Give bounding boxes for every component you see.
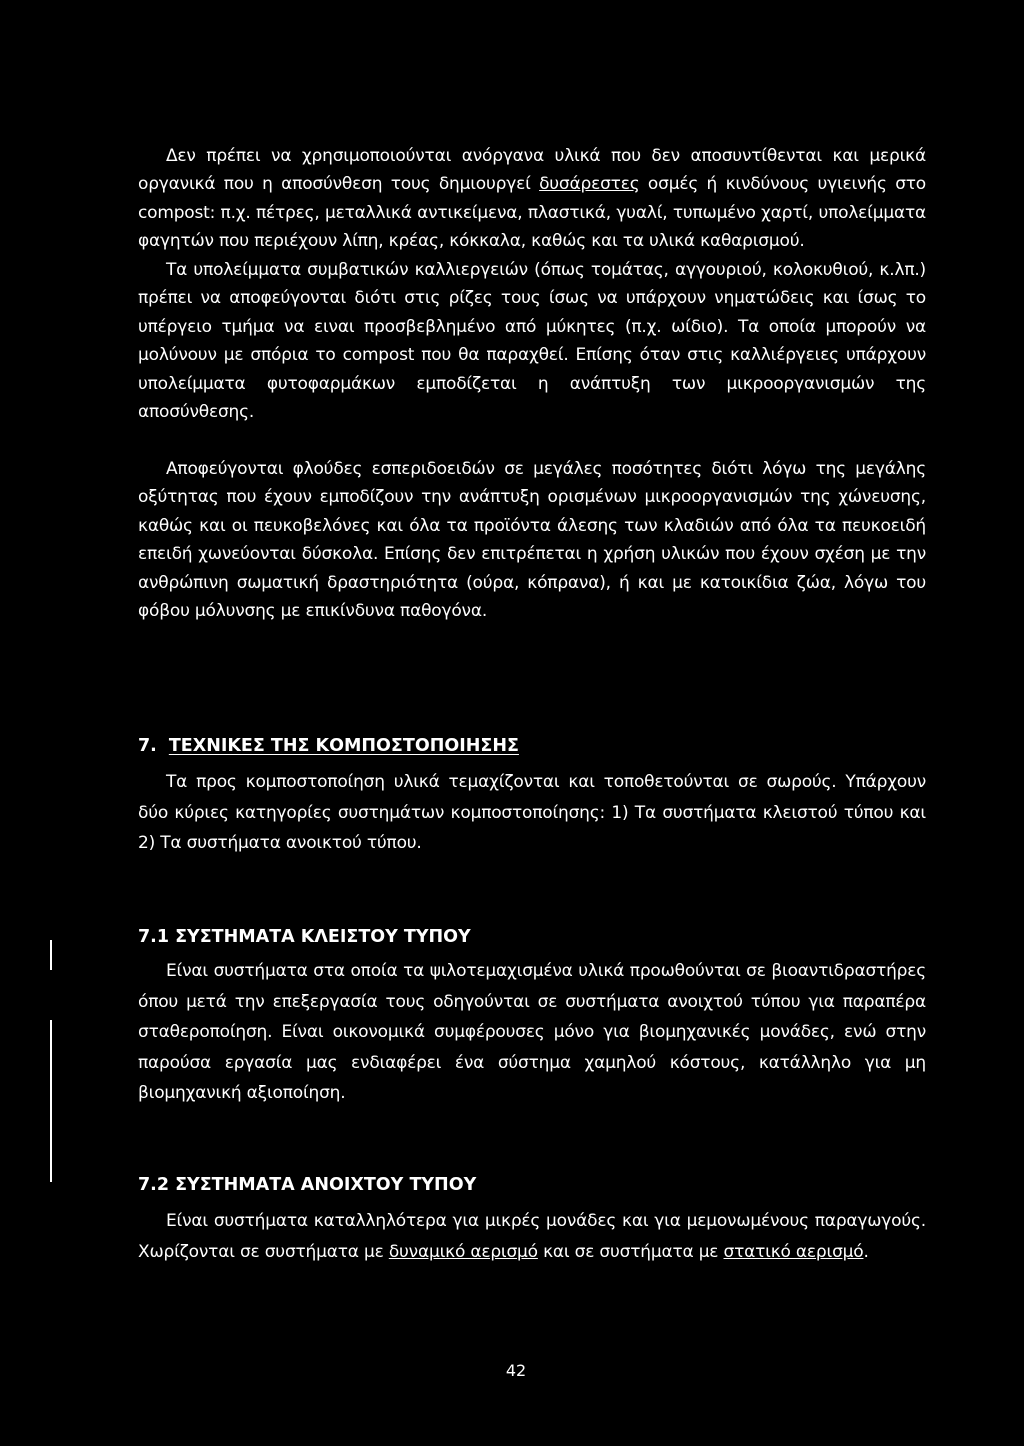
section-number: 7. <box>138 736 157 756</box>
paragraph-text: οσμές ή κινδύνους υγιεινής στο compost: π.χ. πέτρες, μεταλλικά αντικείμενα, πλαστικά, γυαλί, τυπωμένο χαρτί, υπολείμματα φαγητών που περιέχουν λίπη, κρέας, κόκκαλα, καθώς και τα υλικά καθαρισμού. <box>138 174 926 252</box>
paragraph-text: Τα υπολείμματα συμβατικών καλλιεργειών (όπως τομάτας, αγγουριού, κολοκυθιού, κ.λπ.) πρέπει να αποφεύγονται διότι στις ρίζες τους ίσως να υπάρχουν νηματώδεις και ίσως το υπέργειο τμήμα να ειναι προσβεβλημένο από μύκητες (π.χ. ωίδιο). Τα οποία μπορούν να μολύνουν με σπόρια το compost που θα παραχθεί. Επίσης όταν στις καλλιέργειες υπάρχουν υπολείμματα φυτοφαρμάκων εμποδίζεται η ανάπτυξη των μικροοργανισμών της αποσύνθεσης. <box>138 260 926 423</box>
section-title: ΤΕΧΝΙΚΕΣ ΤΗΣ ΚΟΜΠΟΣΤΟΠΟΙΗΣΗΣ <box>168 736 519 756</box>
section-title: 7.1 ΣΥΣΤΗΜΑΤΑ ΚΛΕΙΣΤΟΥ ΤΥΠΟΥ <box>138 927 471 947</box>
paragraph-citrus-peels <box>138 455 926 625</box>
section-7-body <box>138 767 926 859</box>
paragraph-text: Είναι συστήματα καταλληλότερα για μικρές μονάδες και για μεμονωμένους παραγωγούς. Χωρίζονται σε συστήματα με <box>138 1211 926 1262</box>
section-7-1-body <box>138 956 926 1109</box>
page-number: 42 <box>505 1361 527 1380</box>
underlined-term: δυναμικό αερισμό <box>388 1241 538 1262</box>
underlined-word: δυσάρεστες <box>539 174 640 195</box>
section-7-heading <box>138 734 519 758</box>
paragraph-crop-residues <box>138 256 926 426</box>
paragraph-text: και σε συστήματα με <box>537 1241 724 1262</box>
margin-change-bar <box>50 1020 52 1182</box>
paragraph-inorganic-materials <box>138 142 926 256</box>
section-7-2-body <box>138 1206 926 1267</box>
paragraph-text: Αποφεύγονται φλούδες εσπεριδοειδών σε μεγάλες ποσότητες διότι λόγω της μεγάλης οξύτητας που έχουν εμποδίζουν την ανάπτυξη ορισμένων μικροοργανισμών της χώνευσης, καθώς και οι πευκοβελόνες και όλα τα προϊόντα άλεσης των κλαδιών από όλα τα πευκοειδή επειδή χωνεύονται δύσκολα. Επίσης δεν επιτρέπεται η χρήση υλικών που έχουν σχέση με την ανθρώπινη σωματική δραστηριότητα (ούρα, κόπρανα), ή και με κατοικίδια ζώα, λόγω του φόβου μόλυνσης με επικίνδυνα παθογόνα. <box>138 459 926 622</box>
margin-change-bar <box>50 940 52 970</box>
paragraph-text: Είναι συστήματα στα οποία τα ψιλοτεμαχισμένα υλικά προωθούνται σε βιοαντιδραστήρες όπου μετά την επεξεργασία τους οδηγούνται σε συστήματα ανοιχτού τύπου για παραπέρα σταθεροποίηση. Είναι οικονομικά συμφέρουσες μόνο για βιομηχανικές μονάδες, ενώ στην παρούσα εργασία μας ενδιαφέρει ένα σύστημα χαμηλού κόστους, κατάλληλο για μη βιομηχανική αξιοποίηση. <box>138 961 926 1103</box>
paragraph-text: Δεν πρέπει να χρησιμοποιούνται ανόργανα υλικά που δεν αποσυντίθενται και μερικά οργανικά που η αποσύνθεση τους δημιουργεί <box>138 146 926 195</box>
paragraph-text: . <box>863 1241 869 1262</box>
paragraph-text: Τα προς κομποστοποίηση υλικά τεμαχίζονται και τοποθετούνται σε σωρούς. Υπάρχουν δύο κύριες κατηγορίες συστημάτων κομποστοποίησης: 1) Τα συστήματα κλειστού τύπου και 2) Τα συστήματα ανοικτού τύπου. <box>138 772 926 853</box>
section-7-2-heading <box>138 1173 476 1197</box>
section-7-1-heading <box>138 925 471 949</box>
underlined-term: στατικό αερισμό <box>723 1241 864 1262</box>
section-title: 7.2 ΣΥΣΤΗΜΑΤΑ ΑΝΟΙΧΤΟΥ ΤΥΠΟΥ <box>138 1175 477 1195</box>
